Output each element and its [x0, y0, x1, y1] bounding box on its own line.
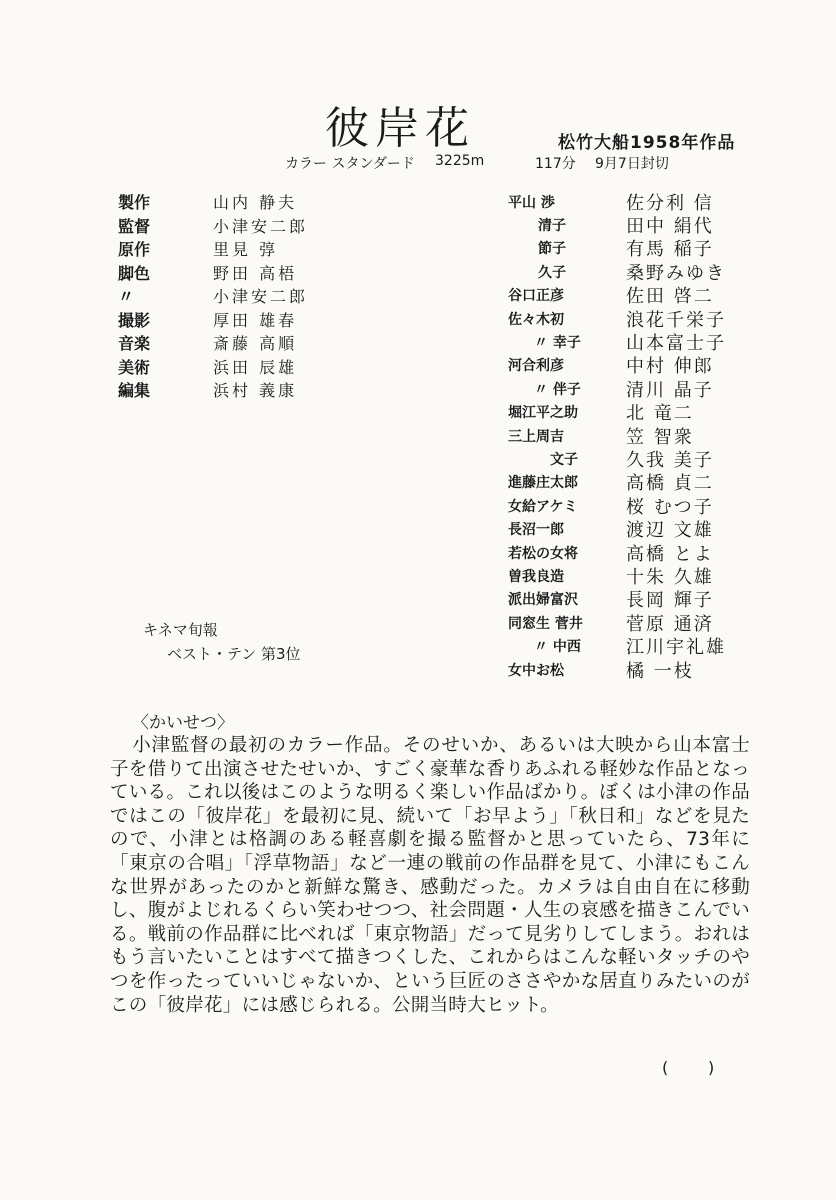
- actor-name: 山本富士子: [626, 333, 726, 355]
- cast-row: [508, 541, 761, 564]
- staff-role: 撮影: [118, 310, 151, 330]
- staff-name: 山内 静夫: [213, 193, 298, 213]
- award-note: [143, 618, 301, 666]
- cast-row: [508, 634, 761, 657]
- actor-name: 浪花千栄子: [626, 309, 726, 331]
- actor-name: 高橋 貞二: [626, 473, 714, 495]
- actor-name: 田中 絹代: [626, 216, 714, 238]
- character-name: 若松の女将: [508, 545, 578, 562]
- character-name: 谷口正彦: [508, 288, 564, 305]
- format: カラー スタンダード: [285, 156, 415, 172]
- staff-role: 原作: [118, 240, 151, 260]
- staff-role: 音楽: [118, 334, 151, 354]
- character-name: 同窓生 菅井: [508, 615, 583, 632]
- staff-name: 小津安二郎: [213, 216, 309, 236]
- staff-list: [118, 190, 363, 402]
- character-name: 三上周吉: [508, 428, 564, 445]
- actor-name: 渡辺 文雄: [626, 520, 714, 542]
- staff-row: [118, 308, 363, 332]
- actor-name: 笠 智衆: [626, 426, 694, 448]
- staff-row: [118, 261, 363, 285]
- cast-row: [508, 354, 761, 377]
- film-specs: [285, 153, 805, 173]
- cast-row: [508, 284, 761, 307]
- award-rank: ベスト・テン 第3位: [167, 645, 301, 663]
- character-name: 久子: [538, 264, 566, 281]
- staff-name: 里見 弴: [213, 240, 279, 260]
- staff-row: [118, 284, 363, 308]
- actor-name: 江川宇礼雄: [626, 637, 726, 659]
- character-name: 堀江平之助: [508, 405, 578, 422]
- staff-name: 斎藤 高順: [213, 334, 298, 354]
- staff-name: 浜村 義康: [213, 381, 298, 401]
- cast-row: [508, 330, 761, 353]
- staff-role: 編集: [118, 381, 151, 401]
- cast-row: [508, 424, 761, 447]
- actor-name: 長岡 輝子: [626, 590, 714, 612]
- commentary-heading: 〈かいせつ〉: [132, 713, 234, 733]
- cast-list: [508, 190, 761, 681]
- character-name: 平山 渉: [508, 194, 555, 211]
- award-source: キネマ旬報: [143, 621, 218, 639]
- staff-role: 監督: [118, 216, 151, 236]
- actor-name: 十朱 久雄: [626, 566, 714, 588]
- character-name: 〃 伴子: [534, 381, 581, 398]
- staff-row: [118, 237, 363, 261]
- staff-row: [118, 190, 363, 214]
- cast-row: [508, 564, 761, 587]
- actor-name: 桑野みゆき: [626, 262, 726, 284]
- staff-row: [118, 331, 363, 355]
- actor-name: 菅原 通済: [626, 613, 714, 635]
- cast-row: [508, 377, 761, 400]
- staff-name: 野田 高梧: [213, 263, 298, 283]
- character-name: 派出婦富沢: [508, 592, 578, 609]
- staff-role: 〃: [118, 287, 135, 307]
- cast-row: [508, 494, 761, 517]
- actor-name: 高橋 とよ: [626, 543, 714, 565]
- cast-row: [508, 213, 761, 236]
- cast-row: [508, 658, 761, 681]
- actor-name: 清川 晶子: [626, 379, 714, 401]
- actor-name: 桜 むつ子: [626, 496, 714, 518]
- character-name: 節子: [538, 241, 566, 258]
- actor-name: 有馬 稲子: [626, 239, 714, 261]
- cast-row: [508, 447, 761, 470]
- staff-row: [118, 355, 363, 379]
- actor-name: 北 竜二: [626, 403, 694, 425]
- actor-name: 佐分利 信: [626, 192, 714, 214]
- actor-name: 橘 一枝: [626, 660, 694, 682]
- staff-role: 脚色: [118, 263, 151, 283]
- cast-row: [508, 401, 761, 424]
- cast-row: [508, 237, 761, 260]
- signature-close: ): [708, 1058, 715, 1077]
- cast-row: [508, 190, 761, 213]
- commentary-body: 小津監督の最初のカラー作品。そのせいか、あるいは大映から山本富士子を借りて出演させたせいか、すごく豪華な香りあふれる軽妙な作品となっている。これ以後はこのような明るく楽しい作品ばかり。ぼくは小津の作品ではこの「彼岸花」を最初に見、続いて「お早よう」「秋日和」などを見たので、小津とは格調のある軽喜劇を撮る監督かと思っていたら、73年に「東京の合唱」「浮草物語」など一連の戦前の作品群を見て、小津にもこんな世界があったのかと新鮮な驚き、感動だった。カメラは自由自在に移動し、腹がよじれるくらい笑わせつつ、社会問題・人生の哀感を描きこんでいる。戦前の作品群に比べれば「東京物語」だって見劣りしてしまう。おれはもう言いたいことはすべて描きつくした、これからはこんな軽いタッチのやつを作ったっていいじゃないか、という巨匠のささやかな居直りみたいのがこの「彼岸花」には感じられる。公開当時大ヒット。: [110, 735, 750, 1016]
- cast-row: [508, 260, 761, 283]
- character-name: 長沼一郎: [508, 522, 564, 539]
- staff-name: 厚田 雄春: [213, 310, 298, 330]
- character-name: 文子: [550, 451, 578, 468]
- studio-production: 松竹大船1958年作品: [558, 133, 736, 153]
- release-date: 9月7日封切: [595, 156, 669, 172]
- character-name: 河合利彦: [508, 358, 564, 375]
- character-name: 進藤庄太郎: [508, 475, 578, 492]
- character-name: 女給アケミ: [508, 498, 578, 515]
- staff-role: 美術: [118, 357, 151, 377]
- actor-name: 佐田 啓二: [626, 286, 714, 308]
- staff-row: [118, 214, 363, 238]
- character-name: 佐々木初: [508, 311, 564, 328]
- cast-row: [508, 588, 761, 611]
- cast-row: [508, 471, 761, 494]
- character-name: 清子: [538, 218, 566, 235]
- film-title: 彼岸花: [325, 103, 475, 154]
- staff-name: 小津安二郎: [213, 287, 309, 307]
- cast-row: [508, 611, 761, 634]
- character-name: 〃 中西: [534, 639, 581, 656]
- actor-name: 中村 伸郎: [626, 356, 714, 378]
- staff-name: 浜田 辰雄: [213, 357, 298, 377]
- character-name: 〃 幸子: [534, 335, 581, 352]
- staff-role: 製作: [118, 193, 151, 213]
- film-length: 3225m: [435, 153, 485, 169]
- cast-row: [508, 307, 761, 330]
- character-name: 女中お松: [508, 662, 564, 679]
- cast-row: [508, 517, 761, 540]
- signature-open: (: [662, 1058, 669, 1077]
- runtime: 117分: [535, 156, 576, 172]
- character-name: 曽我良造: [508, 568, 564, 585]
- commentary-signature: [662, 1058, 714, 1077]
- staff-row: [118, 378, 363, 402]
- actor-name: 久我 美子: [626, 450, 714, 471]
